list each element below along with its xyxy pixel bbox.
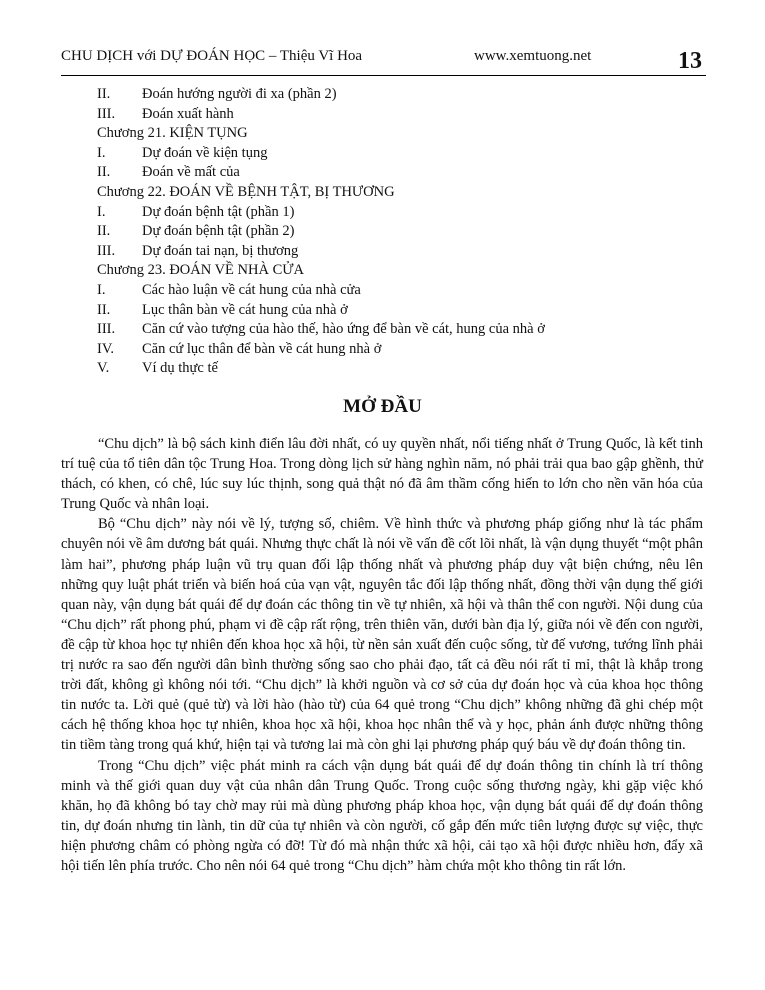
toc-item-text: Lục thân bàn về cát hung của nhà ở (142, 301, 348, 318)
toc-item-text: Căn cứ vào tượng của hào thế, hào ứng để bàn về cát, hung của nhà ở (142, 321, 545, 338)
page-number: 13 (678, 48, 702, 74)
toc-item (97, 144, 697, 164)
toc-item-number: II. (97, 164, 111, 181)
toc-item-text: Ví dụ thực tế (142, 360, 218, 377)
toc-item (97, 242, 697, 262)
toc-item (97, 281, 697, 301)
toc-item-text: Căn cứ lục thân để bàn về cát hung nhà ở (142, 340, 382, 357)
toc-item (97, 222, 697, 242)
toc-item-number: II. (97, 86, 111, 102)
toc-chapter: Chương 23. ĐOÁN VỀ NHÀ CỬA (97, 262, 304, 279)
toc-item (97, 340, 697, 360)
toc-chapter: Chương 22. ĐOÁN VỀ BỆNH TẬT, BỊ THƯƠNG (97, 183, 395, 200)
toc-item-text: Đoán hướng người đi xa (phần 2) (142, 86, 337, 102)
toc-item-text: Dự đoán bệnh tật (phần 2) (142, 223, 295, 240)
toc-item-text: Dự đoán về kiện tụng (142, 144, 268, 161)
paragraph: Trong “Chu dịch” việc phát minh ra cách vận dụng bát quái để dự đoán thông tin chính là trí thông minh và thế giới quan duy vật của nhân dân Trung Quốc. Trong cuộc sống thương ngày, khi gặp việc khó khăn, họ đã không bó tay chờ may rủi mà dùng phương pháp khoa học, vận dụng bát quái để dự đoán thông tin, dự đoán nhưng tin lành, tin dữ của tự nhiên và còn người, cố gắp đến mức tiên lượng được sự việc, thực hiện phương châm có phòng ngừa có đỡ! Từ đó mà nhận thức xã hội, cải tạo xã hội được nhiều hơn, đẩy xã hội tiến lên phía trước. Cho nên nói 64 quẻ trong “Chu dịch” hàm chứa một kho thông tin rất lớn. (61, 757, 703, 874)
toc-item (97, 163, 697, 183)
toc-item-number: III. (97, 105, 116, 122)
website-link[interactable]: www.xemtuong.net (474, 48, 592, 64)
toc-item-number: IV. (97, 340, 115, 357)
toc-item (97, 359, 697, 379)
toc-item (97, 85, 697, 105)
toc-item-text: Dự đoán tai nạn, bị thương (142, 242, 299, 259)
toc-item-number: I. (97, 144, 106, 161)
toc-item-number: V. (97, 360, 110, 377)
section-heading: MỞ ĐẦU (343, 396, 422, 417)
toc-item-text: Dự đoán bệnh tật (phần 1) (142, 203, 295, 220)
toc-item (97, 301, 697, 321)
paragraph: “Chu dịch” là bộ sách kinh điển lâu đời nhất, có uy quyền nhất, nổi tiếng nhất ở Trung Quốc, là kết tinh trí tuệ của tổ tiên dân tộc Trung Hoa. Trong dòng lịch sử hàng nghìn năm, nó phải trải qua bao gập ghềnh, thử thách, có khen, có chê, lúc suy lúc thịnh, song quả thật nó đã âm thầm cống hiến to lớn cho nền văn hóa của Trung Quốc và nhân loại. (61, 436, 703, 513)
book-title: CHU DỊCH với DỰ ĐOÁN HỌC – Thiệu Vĩ Hoa (61, 48, 363, 64)
page-header (61, 44, 706, 78)
toc-item (97, 105, 697, 125)
toc-item-number: I. (97, 203, 106, 220)
toc-chapter: Chương 21. KIỆN TỤNG (97, 125, 248, 142)
toc-item-number: II. (97, 223, 111, 240)
header-divider (61, 75, 706, 76)
body-text (61, 434, 703, 876)
toc-item (97, 320, 697, 340)
toc-item-text: Đoán xuất hành (142, 105, 234, 122)
toc-item-text: Đoán về mất của (142, 164, 240, 181)
toc-item-number: III. (97, 321, 116, 338)
toc-item-number: III. (97, 242, 116, 259)
toc-item (97, 203, 697, 223)
paragraph: Bộ “Chu dịch” này nói về lý, tượng số, chiêm. Về hình thức và phương pháp giống như là tác phẩm chuyên nói về âm dương bát quái. Nhưng thực chất là nói về vấn đề cốt lõi nhất, là vận dụng thuyết “một phân làm hai”, phương pháp luận vũ trụ quan đối lập thống nhất và phương pháp duy vật biện chứng, nêu lên những quy luật phát triển và biến hoá của vạn vật, nguyên tắc đối lập thống nhất, đồng thời vận dụng thế giới quan này, vận dụng bát quái để dự đoán các thông tin về tự nhiên, xã hội và thân thể con người. Nội dung của “Chu dịch” rất phong phú, phạm vi đề cập rất rộng, trên thiên văn, dưới bàn địa lý, giữa nói về đến con người, đề cập từ khoa học tự nhiên đến khoa học xã hội, từ nền sản xuất đến cuộc sống, từ đế vương, tướng lĩnh phải trị nước ra sao đến người dân bình thường sống sao cho phải đạo, tất cả đều nói rất tỉ mỉ, thật là khắp trong trời đất, không gì không nói tới. “Chu dịch” là khởi nguồn và cơ sở của dự đoán học và của khoa học thông tin nước ta. Lời quẻ (quẻ từ) và lời hào (hào từ) của 64 quẻ trong “Chu dịch” không những đã ghi chép một cách hệ thống khoa học tự nhiên, khoa học xã hội, khoa học nhân thể và y học, phản ánh được những thông tin tiềm tàng trong quá khứ, hiện tại và tương lai mà còn ghi lại phương pháp quý báu về dự đoán thông tin. (61, 516, 703, 754)
table-of-contents (97, 85, 697, 379)
toc-item-number: II. (97, 301, 111, 318)
toc-item-text: Các hào luận về cát hung của nhà cửa (142, 281, 361, 298)
toc-item-number: I. (97, 281, 106, 298)
